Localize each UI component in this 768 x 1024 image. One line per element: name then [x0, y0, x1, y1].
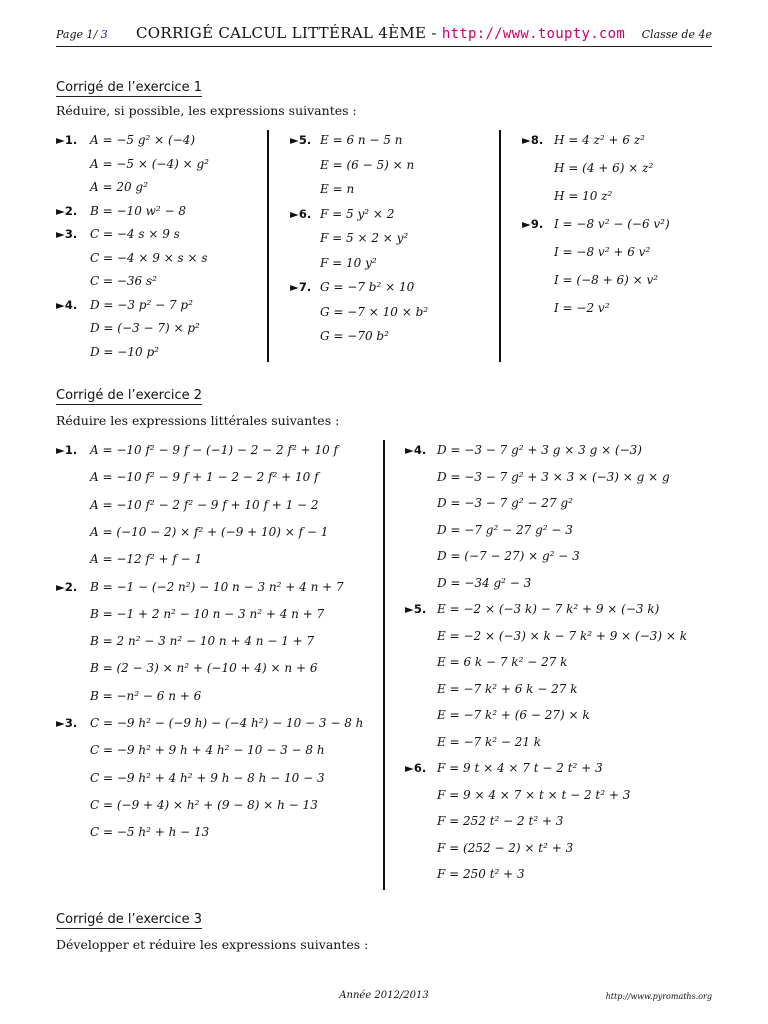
- math-expression: F = (252 − 2) × t² + 3: [437, 840, 574, 855]
- math-expression: D = −3 − 7 g² + 3 × 3 × (−3) × g × g: [437, 469, 670, 484]
- solution-step-start: [522, 217, 670, 231]
- item-label: ►1.: [56, 133, 78, 147]
- math-expression: H = 10 z²: [554, 189, 613, 203]
- math-expression: A = −5 × (−4) × g²: [90, 156, 209, 171]
- math-expression: C = −36 s²: [90, 274, 157, 288]
- math-expression: B = (2 − 3) × n² + (−10 + 4) × n + 6: [90, 661, 318, 676]
- solution-step-start: [56, 716, 364, 730]
- exercise-1-title: Corrigé de l’exercice 1: [56, 80, 203, 95]
- solution-step-start: [56, 133, 196, 147]
- math-expression: A = −10 f² − 9 f + 1 − 2 − 2 f² + 10 f: [90, 470, 319, 485]
- math-expression: E = −7 k² − 21 k: [437, 734, 542, 749]
- item-label: ►6.: [290, 206, 312, 221]
- math-expression: F = 9 × 4 × 7 × t × t − 2 t² + 3: [437, 787, 631, 802]
- footer-year: Année 2012/2013: [339, 990, 429, 1001]
- item-label: ►5.: [290, 133, 312, 147]
- solution-step-start: [405, 443, 642, 457]
- math-expression: E = n: [320, 182, 355, 196]
- math-expression: G = −70 b²: [320, 329, 389, 343]
- math-expression: D = −10 p²: [90, 344, 159, 359]
- math-expression: F = 250 t² + 3: [437, 867, 525, 881]
- math-expression: E = −2 × (−3) × k − 7 k² + 9 × (−3) × k: [437, 628, 688, 643]
- math-expression: E = −7 k² + 6 k − 27 k: [437, 681, 578, 696]
- column-divider: [499, 130, 501, 362]
- exercise-1-instruction: Réduire, si possible, les expressions suivantes :: [56, 103, 357, 118]
- math-expression: C = −5 h² + h − 13: [90, 825, 210, 840]
- math-expression: F = 5 × 2 × y²: [320, 231, 409, 245]
- math-expression: F = 252 t² − 2 t² + 3: [437, 814, 564, 828]
- math-expression: I = (−8 + 6) × v²: [554, 273, 659, 287]
- math-expression: E = (6 − 5) × n: [320, 157, 415, 172]
- solution-step-start: [56, 579, 344, 594]
- math-expression: A = −10 f² − 2 f² − 9 f + 10 f + 1 − 2: [90, 497, 319, 512]
- item-label: ►3.: [56, 716, 78, 730]
- item-label: ►9.: [522, 217, 544, 231]
- math-expression: B = −1 − (−2 n²) − 10 n − 3 n² + 4 n + 7: [90, 579, 344, 594]
- math-expression: C = −9 h² + 9 h + 4 h² − 10 − 3 − 8 h: [90, 743, 325, 758]
- solution-step-start: [290, 280, 415, 294]
- exercise-3-instruction: Développer et réduire les expressions suivantes :: [56, 937, 369, 952]
- math-expression: A = (−10 − 2) × f² + (−9 + 10) × f − 1: [90, 524, 329, 539]
- math-expression: C = −4 × 9 × s × s: [90, 250, 208, 265]
- math-expression: C = −4 s × 9 s: [90, 227, 180, 241]
- page-number: [56, 28, 108, 41]
- exercise-3-title: Corrigé de l’exercice 3: [56, 912, 203, 927]
- page-total: 3: [100, 28, 108, 41]
- exercise-2-instruction: Réduire les expressions littérales suivantes :: [56, 413, 340, 428]
- solution-step-start: [56, 227, 180, 241]
- math-expression: D = −3 − 7 g² + 3 g × 3 g × (−3): [437, 443, 642, 457]
- solution-step-start: [56, 203, 187, 218]
- item-label: ►4.: [405, 443, 427, 457]
- title-url-link[interactable]: http://www.toupty.com: [441, 26, 626, 42]
- math-expression: D = −3 p² − 7 p²: [90, 297, 193, 312]
- solution-step-start: [290, 133, 403, 147]
- math-expression: E = −7 k² + (6 − 27) × k: [437, 708, 590, 722]
- column-divider: [267, 130, 269, 362]
- math-expression: B = −1 + 2 n² − 10 n − 3 n² + 4 n + 7: [90, 606, 325, 621]
- math-expression: G = −7 × 10 × b²: [320, 304, 429, 319]
- solution-step-start: [56, 443, 338, 457]
- math-expression: A = −12 f² + f − 1: [90, 552, 203, 567]
- math-expression: F = 10 y²: [320, 255, 377, 270]
- item-label: ►6.: [405, 761, 427, 775]
- page-prefix: Page 1/: [56, 28, 98, 41]
- math-expression: D = (−7 − 27) × g² − 3: [437, 549, 580, 563]
- class-label: Classe de 4e: [641, 28, 712, 41]
- math-expression: H = (4 + 6) × z²: [554, 161, 654, 175]
- item-label: ►2.: [56, 203, 78, 218]
- math-expression: I = −8 v² − (−6 v²): [554, 217, 670, 231]
- math-expression: G = −7 b² × 10: [320, 280, 415, 294]
- exercise-2-title: Corrigé de l’exercice 2: [56, 388, 203, 403]
- footer-site: http://www.pyromaths.org: [605, 992, 712, 1001]
- math-expression: E = −2 × (−3 k) − 7 k² + 9 × (−3 k): [437, 602, 660, 616]
- page-header: [56, 22, 712, 47]
- math-expression: B = 2 n² − 3 n² − 10 n + 4 n − 1 + 7: [90, 634, 315, 649]
- math-expression: E = 6 k − 7 k² − 27 k: [437, 655, 568, 669]
- solution-step-start: [522, 133, 645, 147]
- math-expression: D = −3 − 7 g² − 27 g²: [437, 496, 573, 510]
- math-expression: A = −5 g² × (−4): [90, 133, 196, 147]
- math-expression: B = −n² − 6 n + 6: [90, 688, 202, 703]
- math-expression: I = −2 v²: [554, 301, 610, 315]
- math-expression: D = −7 g² − 27 g² − 3: [437, 522, 573, 537]
- math-expression: I = −8 v² + 6 v²: [554, 245, 651, 259]
- math-expression: A = −10 f² − 9 f − (−1) − 2 − 2 f² + 10 f: [90, 443, 338, 457]
- solution-step-start: [56, 297, 193, 312]
- math-expression: C = (−9 + 4) × h² + (9 − 8) × h − 13: [90, 797, 318, 812]
- title-text: CORRIGÉ CALCUL LITTÉRAL 4ÈME -: [136, 24, 437, 42]
- math-expression: H = 4 z² + 6 z²: [554, 133, 645, 147]
- item-label: ►5.: [405, 602, 427, 616]
- column-divider: [383, 440, 385, 890]
- math-expression: D = (−3 − 7) × p²: [90, 321, 200, 335]
- item-label: ►4.: [56, 297, 78, 312]
- math-expression: E = 6 n − 5 n: [320, 133, 403, 147]
- item-label: ►7.: [290, 280, 312, 294]
- document-title: [136, 24, 625, 42]
- solution-step-start: [290, 206, 395, 221]
- item-label: ►8.: [522, 133, 544, 147]
- solution-step-start: [405, 602, 660, 616]
- math-expression: B = −10 w² − 8: [90, 203, 187, 218]
- math-expression: C = −9 h² − (−9 h) − (−4 h²) − 10 − 3 − 8 h: [90, 716, 364, 730]
- item-label: ►2.: [56, 579, 78, 594]
- math-expression: F = 9 t × 4 × 7 t − 2 t² + 3: [437, 761, 603, 775]
- solution-step-start: [405, 761, 603, 775]
- math-expression: D = −34 g² − 3: [437, 575, 532, 590]
- math-expression: C = −9 h² + 4 h² + 9 h − 8 h − 10 − 3: [90, 770, 325, 785]
- math-expression: F = 5 y² × 2: [320, 206, 395, 221]
- item-label: ►3.: [56, 227, 78, 241]
- math-expression: A = 20 g²: [90, 180, 148, 194]
- item-label: ►1.: [56, 443, 78, 457]
